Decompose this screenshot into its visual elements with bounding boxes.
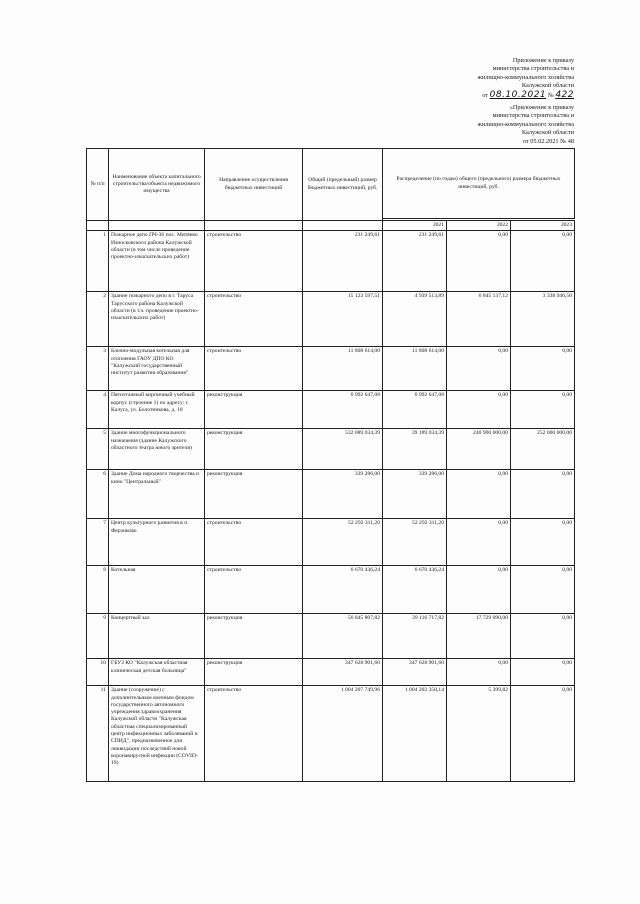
header-num: № п/п bbox=[87, 149, 109, 221]
row-2021: 6 670 436,24 bbox=[383, 566, 447, 614]
row-2021: 39 116 717,82 bbox=[383, 614, 447, 659]
row-2021: 347 628 901,60 bbox=[383, 659, 447, 686]
row-2022: 0,00 bbox=[447, 659, 511, 686]
row-2023: 0,00 bbox=[511, 659, 575, 686]
header-line: Калужской области bbox=[521, 129, 574, 137]
row-direction: реконструкция bbox=[205, 614, 303, 659]
row-2022: 0,00 bbox=[447, 519, 511, 566]
row-total: 56 845 807,82 bbox=[303, 614, 383, 659]
row-direction: реконструкция bbox=[205, 391, 303, 429]
row-2023: 0,00 bbox=[511, 231, 575, 292]
table-row bbox=[87, 519, 575, 566]
row-direction: строительство bbox=[205, 686, 303, 782]
table-row bbox=[87, 686, 575, 782]
row-2021: 4 939 513,89 bbox=[383, 292, 447, 347]
year-2021: 2021 bbox=[383, 221, 447, 231]
order-attachment-header bbox=[477, 57, 574, 100]
header-line: министерства строительства и bbox=[492, 112, 574, 120]
row-num: 8 bbox=[87, 566, 109, 614]
row-2023: 0,00 bbox=[511, 566, 575, 614]
header-line: от 05.02.2021 № 48 bbox=[522, 137, 574, 145]
handwritten-number: 422 bbox=[555, 89, 574, 100]
row-total: 231 249,61 bbox=[303, 231, 383, 292]
row-direction: реконструкция bbox=[205, 429, 303, 470]
number-prefix: № bbox=[547, 91, 554, 99]
header-line: «Приложение к приказу bbox=[509, 104, 574, 111]
table-row bbox=[87, 470, 575, 519]
row-2023: 3 338 946,50 bbox=[511, 292, 575, 347]
row-num: 3 bbox=[87, 347, 109, 391]
row-total: 347 628 901,60 bbox=[303, 659, 383, 686]
row-name: Пятиэтажный кирпичный учебный корпус (строение 1) по адресу: г. Калуга, ул. Болотникова, д. 18 bbox=[109, 391, 205, 429]
row-total: 6 670 436,24 bbox=[303, 566, 383, 614]
row-2022: 6 845 137,12 bbox=[447, 292, 511, 347]
spacer-cell bbox=[109, 221, 205, 231]
row-num: 9 bbox=[87, 614, 109, 659]
row-2021: 6 992 647,08 bbox=[383, 391, 447, 429]
table-row bbox=[87, 566, 575, 614]
row-2021: 39 189 034,39 bbox=[383, 429, 447, 470]
row-num: 5 bbox=[87, 429, 109, 470]
row-total: 52 292 311,20 bbox=[303, 519, 383, 566]
row-2021: 231 249,61 bbox=[383, 231, 447, 292]
row-name: Здание (сооружение) с дополнительным коечным фондом государственного автономного учреждения здравоохранения Калужской области "Калужская областная специализированный центр инфекционных заболеваний и СПИД", предназначенное для ликвидации последствий новой коронавирусной инфекции (COVID-19) bbox=[109, 686, 205, 782]
spacer-cell bbox=[87, 221, 109, 231]
header-line: Приложение к приказу bbox=[512, 57, 574, 64]
table-row bbox=[87, 659, 575, 686]
row-2022: 0,00 bbox=[447, 566, 511, 614]
row-name: Блочно-модульная котельная для отопления ГАОУ ДПО КО "Калужский государственный институт развития образования" bbox=[109, 347, 205, 391]
row-direction: строительство bbox=[205, 231, 303, 292]
row-2021: 11 808 614,00 bbox=[383, 347, 447, 391]
year-2023: 2023 bbox=[511, 221, 575, 231]
row-num: 4 bbox=[87, 391, 109, 429]
row-2021: 52 292 311,20 bbox=[383, 519, 447, 566]
table-row bbox=[87, 429, 575, 470]
header-line: Калужской области bbox=[521, 82, 574, 90]
row-2023: 0,00 bbox=[511, 686, 575, 782]
row-num: 11 bbox=[87, 686, 109, 782]
row-name: Пожарное депо ПЧ-36 пос. Митяево Износковского района Калужской области (в том числе проведение проектно-изыскательских работ) bbox=[109, 231, 205, 292]
table-row bbox=[87, 347, 575, 391]
row-direction: строительство bbox=[205, 519, 303, 566]
spacer-cell bbox=[303, 221, 383, 231]
row-2023: 252 000 000,00 bbox=[511, 429, 575, 470]
row-direction: строительство bbox=[205, 347, 303, 391]
investment-table bbox=[86, 148, 575, 782]
row-2022: 0,00 bbox=[447, 470, 511, 519]
row-2023: 0,00 bbox=[511, 470, 575, 519]
row-2023: 0,00 bbox=[511, 391, 575, 429]
row-name: Котельная bbox=[109, 566, 205, 614]
row-name: Концертный зал bbox=[109, 614, 205, 659]
year-2022: 2022 bbox=[447, 221, 511, 231]
table-row bbox=[87, 391, 575, 429]
row-2022: 17 729 090,00 bbox=[447, 614, 511, 659]
table-row bbox=[87, 231, 575, 292]
header-total: Общий (предельный) размер бюджетных инвестиций, руб. bbox=[303, 149, 383, 221]
row-direction: реконструкция bbox=[205, 470, 303, 519]
date-prefix: от bbox=[482, 91, 489, 99]
row-2022: 240 900 000,00 bbox=[447, 429, 511, 470]
row-name: Здание пожарного депо в г. Таруса Тарусского района Калужской области (в т.ч. проведение проектно-изыскательских работ) bbox=[109, 292, 205, 347]
row-name: ГБУЗ КО "Калужская областная клиническая детская больница" bbox=[109, 659, 205, 686]
row-2022: 0,00 bbox=[447, 231, 511, 292]
row-num: 1 bbox=[87, 231, 109, 292]
row-total: 11 808 614,00 bbox=[303, 347, 383, 391]
row-num: 2 bbox=[87, 292, 109, 347]
header-line: жилищно-коммунального хозяйства bbox=[477, 73, 574, 81]
row-2022: 5 399,82 bbox=[447, 686, 511, 782]
row-direction: строительство bbox=[205, 566, 303, 614]
row-name: Центр культурного развития в п. Ферзиково bbox=[109, 519, 205, 566]
order-date-number bbox=[477, 91, 574, 100]
table-row bbox=[87, 292, 575, 347]
row-num: 10 bbox=[87, 659, 109, 686]
row-total: 532 089 034,39 bbox=[303, 429, 383, 470]
row-2021: 339 286,00 bbox=[383, 470, 447, 519]
spacer-cell bbox=[205, 221, 303, 231]
row-2021: 1 004 202 350,14 bbox=[383, 686, 447, 782]
row-total: 1 004 207 749,96 bbox=[303, 686, 383, 782]
row-direction: реконструкция bbox=[205, 659, 303, 686]
row-total: 15 123 597,51 bbox=[303, 292, 383, 347]
header-line: жилищно-коммунального хозяйства bbox=[477, 120, 574, 128]
header-distribution: Распределение (по годам) общего (предельного) размера бюджетных инвестиций, руб. bbox=[383, 149, 575, 219]
header-direction: Направление осуществления бюджетных инвестиций bbox=[205, 149, 303, 221]
row-2023: 0,00 bbox=[511, 347, 575, 391]
row-name: Здание многофункционального назначения (здание Калужского областного театра юного зрителя) bbox=[109, 429, 205, 470]
row-2023: 0,00 bbox=[511, 519, 575, 566]
table-row bbox=[87, 614, 575, 659]
row-total: 6 992 647,08 bbox=[303, 391, 383, 429]
row-2023: 0,00 bbox=[511, 614, 575, 659]
row-direction: строительство bbox=[205, 292, 303, 347]
previous-order-header bbox=[477, 104, 574, 146]
row-num: 6 bbox=[87, 470, 109, 519]
row-total: 339 286,00 bbox=[303, 470, 383, 519]
row-name: Здание Дома народного творчества и кино "Центральный" bbox=[109, 470, 205, 519]
row-num: 7 bbox=[87, 519, 109, 566]
header-line: министерства строительства и bbox=[492, 65, 574, 73]
row-2022: 0,00 bbox=[447, 347, 511, 391]
header-name: Наименование объекта капитального строительства/объекта недвижимого имущества bbox=[109, 149, 205, 221]
handwritten-date: 08.10.2021 bbox=[489, 89, 547, 100]
row-2022: 0,00 bbox=[447, 391, 511, 429]
